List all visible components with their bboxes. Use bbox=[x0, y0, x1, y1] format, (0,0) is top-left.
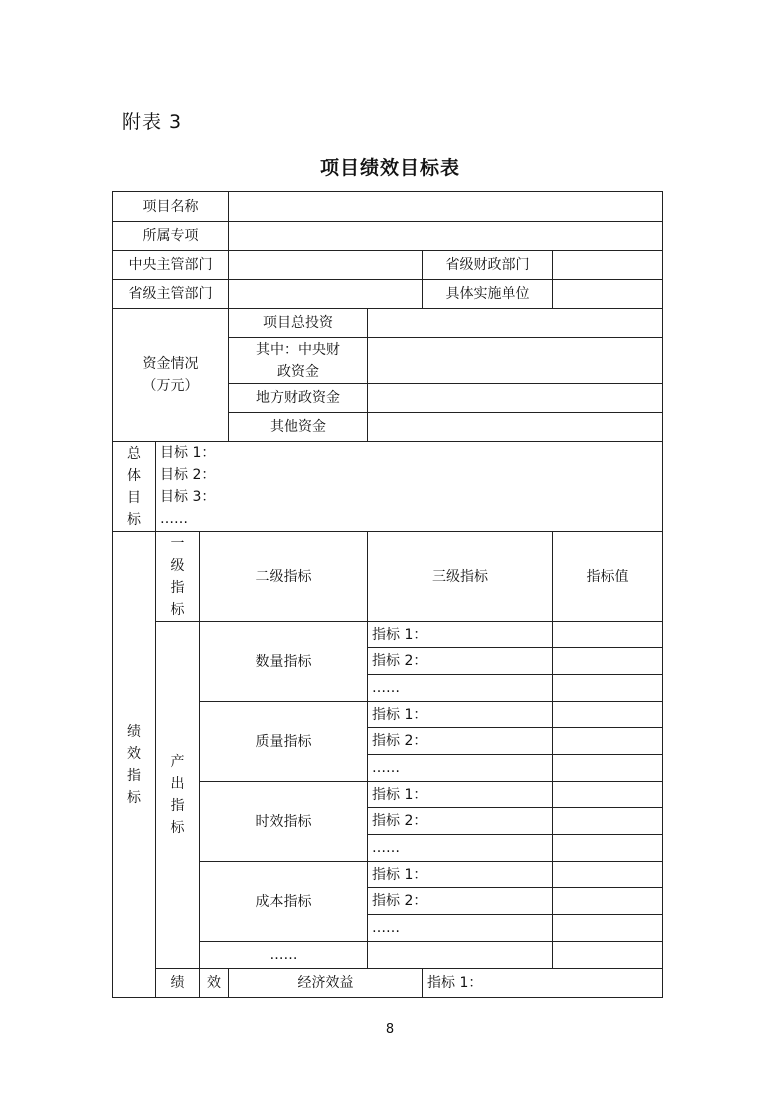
local-funds-field[interactable] bbox=[368, 384, 663, 413]
special-item-label: 所属专项 bbox=[113, 222, 229, 251]
other-funds-label: 其他资金 bbox=[229, 413, 368, 442]
indicator-item[interactable]: 指标 2： bbox=[368, 728, 553, 755]
central-funds-line2: 政资金 bbox=[277, 363, 320, 380]
level2-header: 二级指标 bbox=[200, 532, 368, 622]
central-dept-label: 中央主管部门 bbox=[113, 251, 229, 280]
overall-goals-content[interactable] bbox=[156, 442, 663, 532]
timeliness-indicator-label: 时效指标 bbox=[200, 782, 368, 862]
central-funds-label bbox=[229, 338, 368, 384]
indicator-item[interactable]: 指标 1： bbox=[423, 969, 663, 998]
output-char: 指 bbox=[170, 798, 185, 814]
indicator-value-field[interactable] bbox=[553, 915, 663, 942]
quality-indicator-label: 质量指标 bbox=[200, 702, 368, 782]
overall-goals-char: 总 bbox=[127, 445, 141, 462]
economic-benefit-label: 经济效益 bbox=[229, 969, 423, 998]
goal-item: 目标 2： bbox=[160, 467, 216, 483]
level1-header-char: 级 bbox=[170, 557, 185, 574]
indicators-char: 指 bbox=[127, 767, 141, 784]
special-item-field[interactable] bbox=[229, 222, 663, 251]
indicators-char: 效 bbox=[127, 745, 141, 762]
overall-goals-char: 目 bbox=[127, 489, 141, 506]
indicator-item[interactable]: …… bbox=[368, 675, 553, 702]
form-title: 项目绩效目标表 bbox=[319, 157, 460, 179]
performance-indicators-label bbox=[113, 532, 156, 998]
indicator-value-field[interactable] bbox=[553, 675, 663, 702]
overall-goals-label bbox=[113, 442, 156, 532]
indicator-value-field[interactable] bbox=[553, 702, 663, 728]
output-indicators-label bbox=[156, 622, 200, 969]
level1-header-char: 指 bbox=[170, 579, 185, 596]
page-number: 8 bbox=[385, 1022, 395, 1037]
quantity-indicator-label: 数量指标 bbox=[200, 622, 368, 702]
implementing-unit-field[interactable] bbox=[553, 280, 663, 309]
output-char: 出 bbox=[170, 776, 185, 792]
value-header: 指标值 bbox=[553, 532, 663, 622]
indicator-item[interactable]: 指标 2： bbox=[368, 808, 553, 835]
indicator-item[interactable]: …… bbox=[368, 915, 553, 942]
overall-goals-char: 标 bbox=[127, 511, 141, 528]
appendix-label: 附表 3 bbox=[122, 111, 183, 133]
goal-item: …… bbox=[160, 511, 188, 527]
provincial-finance-dept-label: 省级财政部门 bbox=[423, 251, 553, 280]
central-dept-field[interactable] bbox=[229, 251, 423, 280]
indicator-item[interactable]: 指标 2： bbox=[368, 888, 553, 915]
indicator-value-field[interactable] bbox=[553, 755, 663, 782]
goal-item: 目标 1： bbox=[160, 445, 216, 461]
funds-header-line2: （万元） bbox=[142, 378, 199, 394]
benefit-section-char: 绩 bbox=[156, 969, 200, 998]
indicator-item[interactable]: 指标 1： bbox=[368, 622, 553, 648]
indicator-value-field[interactable] bbox=[553, 835, 663, 862]
level1-header bbox=[156, 532, 200, 622]
other-funds-field[interactable] bbox=[368, 413, 663, 442]
level1-header-char: 标 bbox=[170, 601, 185, 618]
overall-goals-char: 体 bbox=[127, 467, 141, 484]
output-char: 产 bbox=[170, 754, 185, 770]
provincial-dept-label: 省级主管部门 bbox=[113, 280, 229, 309]
indicator-value-field[interactable] bbox=[553, 622, 663, 648]
indicator-item[interactable]: 指标 2： bbox=[368, 648, 553, 675]
indicator-value-field[interactable] bbox=[553, 942, 663, 969]
indicator-value-field[interactable] bbox=[553, 648, 663, 675]
project-name-field[interactable] bbox=[229, 192, 663, 222]
indicator-item[interactable]: …… bbox=[368, 755, 553, 782]
level3-header: 三级指标 bbox=[368, 532, 553, 622]
provincial-dept-field[interactable] bbox=[229, 280, 423, 309]
cost-indicator-label: 成本指标 bbox=[200, 862, 368, 942]
indicator-item[interactable]: …… bbox=[368, 835, 553, 862]
funds-header-line1: 资金情况 bbox=[142, 356, 199, 372]
goal-item: 目标 3： bbox=[160, 489, 216, 505]
indicator-value-field[interactable] bbox=[553, 808, 663, 835]
central-funds-field[interactable] bbox=[368, 338, 663, 384]
indicators-char: 绩 bbox=[127, 723, 141, 740]
indicator-item-empty[interactable] bbox=[368, 942, 553, 969]
implementing-unit-label: 具体实施单位 bbox=[423, 280, 553, 309]
local-funds-label: 地方财政资金 bbox=[229, 384, 368, 413]
indicators-char: 标 bbox=[127, 789, 141, 806]
level1-header-char: 一 bbox=[170, 535, 185, 552]
funds-header bbox=[113, 309, 229, 442]
total-investment-label: 项目总投资 bbox=[229, 309, 368, 338]
indicator-item[interactable]: 指标 1： bbox=[368, 862, 553, 888]
performance-target-table bbox=[112, 191, 663, 998]
indicator-value-field[interactable] bbox=[553, 782, 663, 808]
indicator-value-field[interactable] bbox=[553, 888, 663, 915]
indicator-value-field[interactable] bbox=[553, 862, 663, 888]
benefit-subsection-char: 效 bbox=[200, 969, 229, 998]
output-char: 标 bbox=[170, 820, 185, 836]
indicator-item[interactable]: 指标 1： bbox=[368, 782, 553, 808]
provincial-finance-dept-field[interactable] bbox=[553, 251, 663, 280]
indicator-item[interactable]: 指标 1： bbox=[368, 702, 553, 728]
central-funds-line1: 其中：中央财 bbox=[256, 341, 341, 358]
project-name-label: 项目名称 bbox=[113, 192, 229, 222]
total-investment-field[interactable] bbox=[368, 309, 663, 338]
more-indicators-label: …… bbox=[200, 942, 368, 969]
indicator-value-field[interactable] bbox=[553, 728, 663, 755]
